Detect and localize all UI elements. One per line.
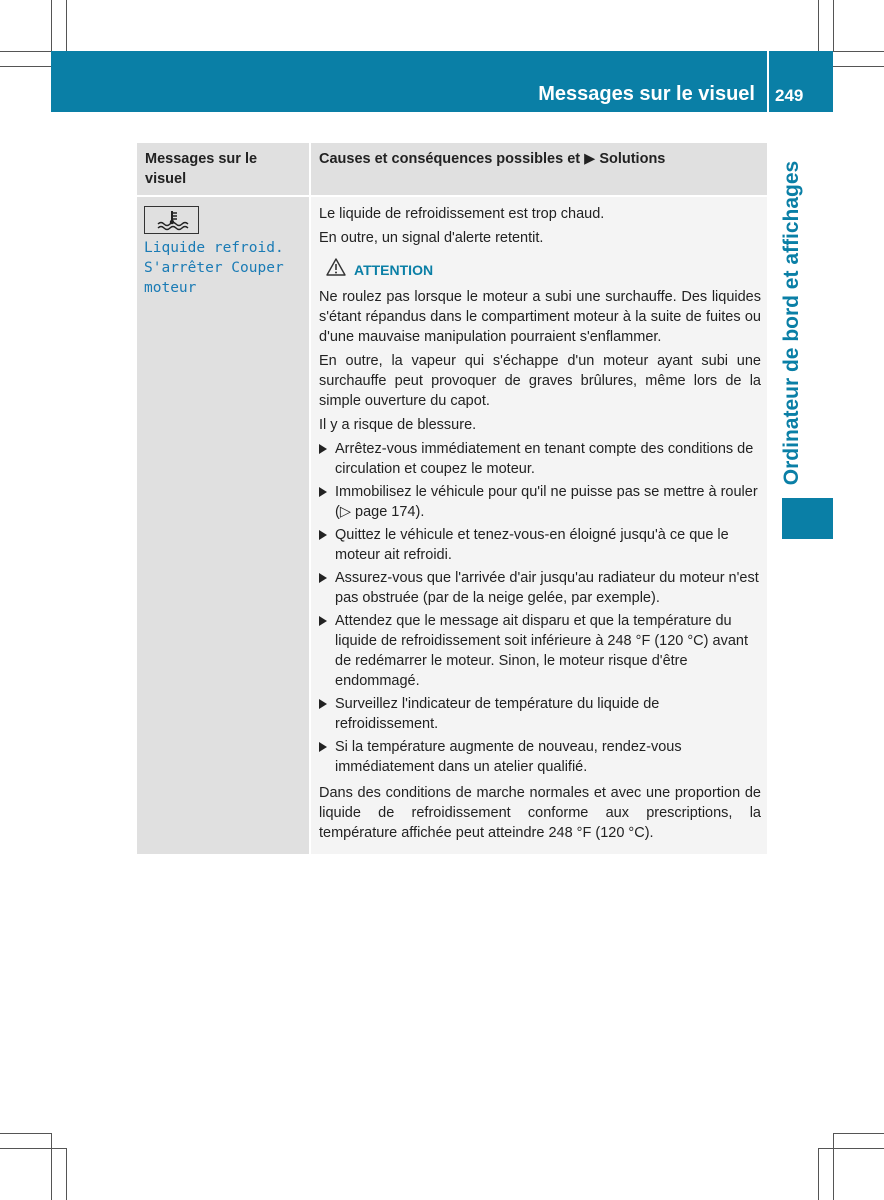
chapter-tab-marker: [782, 498, 833, 539]
step-text: Arrêtez-vous immédiatement en tenant compte des conditions de circulation et coupez le moteur.: [335, 441, 754, 477]
list-item: [319, 482, 761, 522]
warning-text: Ne roulez pas lorsque le moteur a subi une surchauffe. Des liquides s'étant répandus dans le compartiment moteur à la suite de fuites ou d'une mauvaise manipulation pourraient s'enflammer.: [319, 289, 761, 345]
step-text: Attendez que le message ait disparu et que la température du liquide de refroidissement soit inférieure à 248 °F (120 °C) avant de redémarrer le moteur. Sinon, le moteur risque d'être endommagé.: [335, 613, 748, 689]
warning-label: ATTENTION: [354, 261, 434, 278]
chapter-side-title: [775, 155, 809, 490]
warning-text: En outre, la vapeur qui s'échappe d'un moteur ayant subi une surchauffe peut provoquer de graves brûlures, même lors de la simple ouverture du capot.: [319, 353, 761, 409]
crop-mark: [818, 1148, 884, 1149]
warning-text: Il y a risque de blessure.: [319, 417, 477, 433]
col-header-messages: Messages sur le visuel: [137, 143, 310, 196]
bullet-arrow-icon: [319, 487, 327, 497]
header-bar: [51, 51, 767, 112]
crop-mark: [0, 1148, 66, 1149]
solution-steps: [319, 439, 761, 777]
crop-mark: [833, 0, 834, 51]
list-item: [319, 439, 761, 479]
col-header-causes: Causes et conséquences possibles et ▶ Solutions: [310, 143, 767, 196]
cause-text: En outre, un signal d'alerte retentit.: [319, 230, 544, 246]
crop-mark: [0, 1133, 51, 1134]
page-number: 249: [775, 86, 804, 105]
table-header-row: [137, 143, 767, 196]
page-title: Messages sur le visuel: [538, 83, 755, 105]
bullet-arrow-icon: [319, 530, 327, 540]
crop-mark: [66, 0, 67, 51]
bullet-arrow-icon: [319, 699, 327, 709]
crop-mark: [51, 1133, 52, 1200]
bullet-arrow-icon: [319, 573, 327, 583]
page-number-box: [769, 51, 833, 112]
list-item: [319, 694, 761, 734]
crop-mark: [818, 1148, 819, 1200]
crop-mark: [0, 66, 51, 67]
crop-mark: [833, 1133, 834, 1200]
coolant-temperature-icon: [144, 206, 199, 234]
list-item: [319, 525, 761, 565]
list-item: [319, 611, 761, 691]
list-item: [319, 568, 761, 608]
table-row: [137, 196, 767, 854]
note-text: Dans des conditions de marche normales et avec une proportion de liquide de refroidissement conforme aux prescriptions, la température affichée peut atteindre 248 °F (120 °C).: [319, 785, 761, 841]
chapter-title: Ordinateur de bord et affichages: [780, 160, 803, 485]
cause-text: Le liquide de refroidissement est trop chaud.: [319, 206, 605, 222]
crop-mark: [51, 0, 52, 51]
step-text: Surveillez l'indicateur de température du liquide de refroidissement.: [335, 696, 660, 732]
crop-mark: [818, 0, 819, 51]
message-table: [137, 143, 767, 854]
message-cell: [137, 196, 310, 854]
bullet-arrow-icon: [319, 616, 327, 626]
bullet-arrow-icon: [319, 444, 327, 454]
crop-mark: [833, 1133, 884, 1134]
bullet-arrow-icon: [319, 742, 327, 752]
display-message: Liquide refroid. S'arrêter Couper moteur: [144, 240, 284, 296]
crop-mark: [833, 66, 884, 67]
solutions-cell: [310, 196, 767, 854]
list-item: [319, 737, 761, 777]
crop-mark: [0, 51, 51, 52]
step-text: Immobilisez le véhicule pour qu'il ne puisse pas se mettre à rouler (▷ page 174).: [335, 484, 758, 520]
crop-mark: [833, 51, 884, 52]
step-text: Si la température augmente de nouveau, rendez-vous immédiatement dans un atelier qualifié.: [335, 739, 682, 775]
crop-mark: [66, 1148, 67, 1200]
warning-triangle-icon: [326, 258, 346, 281]
warning-heading: [326, 258, 761, 281]
step-text: Assurez-vous que l'arrivée d'air jusqu'au radiateur du moteur n'est pas obstruée (par de la neige gelée, par exemple).: [335, 570, 759, 606]
step-text: Quittez le véhicule et tenez-vous-en éloigné jusqu'à ce que le moteur ait refroidi.: [335, 527, 729, 563]
